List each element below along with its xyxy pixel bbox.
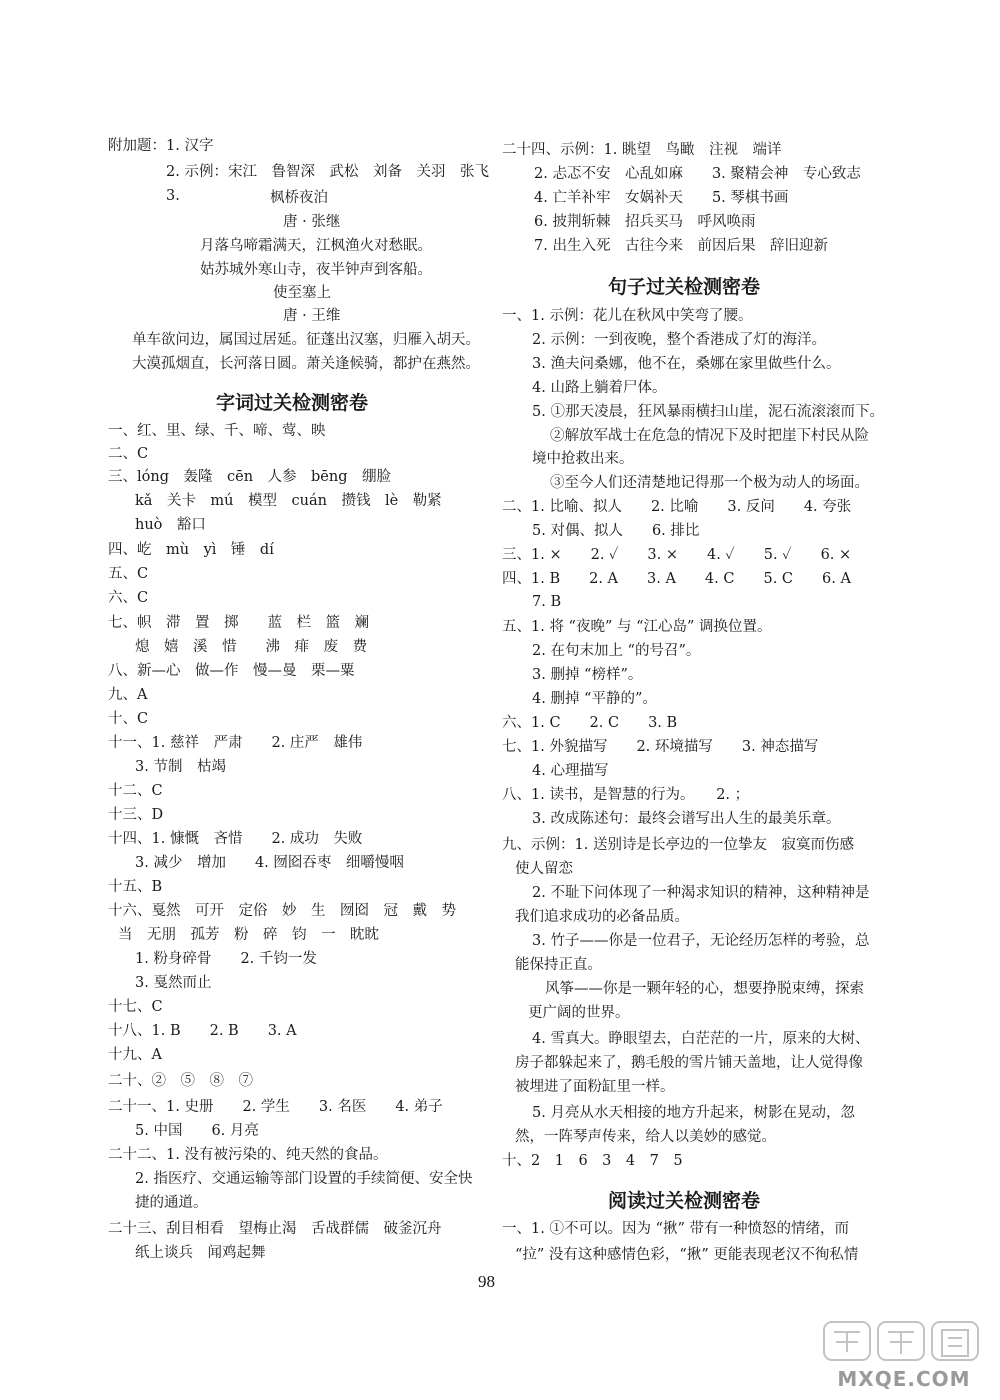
section-heading-reading: 阅读过关检测密卷 [608, 1190, 761, 1212]
answer-line: 二十二、1. 没有被污染的、纯天然的食品。 [108, 1147, 388, 1163]
answer-line: 十三、D [108, 807, 164, 823]
answer-line: kǎ 关卡 mú 模型 cuán 攒钱 lè 勒紧 [135, 493, 442, 509]
answer-line: 3. 竹子——你是一位君子，无论经历怎样的考验，总 [532, 933, 870, 949]
answer-line: 2. 指医疗、交通运输等部门设置的手续简便、安全快 [135, 1171, 473, 1187]
answer-line: 三、1. × 2. ✓ 3. × 4. ✓ 5. ✓ 6. × [502, 547, 852, 563]
answer-line: huò 豁口 [135, 517, 206, 533]
watermark-logo [820, 1318, 992, 1394]
answer-line: 2. 忐忑不安 心乱如麻 3. 聚精会神 专心致志 [534, 166, 861, 182]
answer-line: 能保持正直。 [515, 957, 602, 973]
answer-line: 二、1. 比喻、拟人 2. 比喻 3. 反问 4. 夸张 [502, 499, 852, 515]
answer-line: 房子都躲起来了，鹅毛般的雪片铺天盖地，让人觉得像 [515, 1055, 863, 1071]
answer-line: 4. 删掉 “平静的”。 [532, 691, 657, 707]
answer-line: 八、新—心 做—作 慢—曼 栗—粟 [108, 663, 355, 679]
answer-line: 二、C [108, 446, 149, 462]
answer-line: 一、1. 示例：花儿在秋风中笑弯了腰。 [502, 308, 753, 324]
answer-line: 九、A [108, 687, 148, 703]
answer-line: 六、1. C 2. C 3. B [502, 715, 678, 731]
answer-line: 5. 月亮从水天相接的地方升起来，树影在晃动，忽 [532, 1105, 855, 1121]
answer-line: 十、C [108, 711, 149, 727]
answer-line: 二十、② ⑤ ⑧ ⑦ [108, 1073, 253, 1089]
answer-line: 二十三、刮目相看 望梅止渴 舌战群儒 破釜沉舟 [108, 1221, 442, 1237]
answer-line: 六、C [108, 590, 149, 606]
answer-line: 4. 心理描写 [532, 763, 609, 779]
appendix-line: 2. 示例：宋江 鲁智深 武松 刘备 关羽 张飞 [166, 164, 489, 180]
answer-line: 7. B [532, 594, 562, 610]
answer-line: 5. 对偶、拟人 6. 排比 [532, 523, 700, 539]
watermark-icon [820, 1318, 992, 1394]
answer-line: 3. 减少 增加 4. 囫囵吞枣 细嚼慢咽 [135, 855, 404, 871]
answer-line: 3. 渔夫问桑娜，他不在，桑娜在家里做些什么。 [532, 356, 841, 372]
answer-line: 十八、1. B 2. B 3. A [108, 1023, 297, 1039]
answer-line: 2. 示例：一到夜晚，整个香港成了灯的海洋。 [532, 332, 826, 348]
answer-line: 九、示例：1. 送别诗是长亭边的一位挚友 寂寞而伤感 [502, 837, 854, 853]
answer-line: ②解放军战士在危急的情况下及时把崖下村民从险 [550, 428, 869, 444]
answer-line: 一、红、里、绿、千、啼、莺、映 [108, 423, 326, 439]
section-heading-sentences: 句子过关检测密卷 [608, 276, 761, 298]
answer-line: 二十四、示例：1. 眺望 鸟瞰 注视 端详 [502, 142, 782, 158]
answer-line: 纸上谈兵 闻鸡起舞 [135, 1245, 266, 1261]
answer-line: 十六、戛然 可开 定俗 妙 生 囫囵 冠 戴 势 [108, 903, 456, 919]
answer-line: 4. 山路上躺着尸体。 [532, 380, 667, 396]
answer-line: 当 无朋 孤芳 粉 碎 钧 一 眈眈 [118, 927, 379, 943]
poem-author: 唐 · 张继 [283, 214, 341, 230]
answer-line: 使人留恋 [515, 861, 573, 877]
answer-line: 十二、C [108, 783, 163, 799]
answer-line: 十一、1. 慈祥 严肃 2. 庄严 雄伟 [108, 735, 363, 751]
page-number: 98 [478, 1272, 495, 1291]
answer-line: 3. 删掉 “榜样”。 [532, 667, 643, 683]
answer-line: 然，一阵琴声传来，给人以美妙的感觉。 [515, 1129, 776, 1145]
watermark-text: MXQE.COM [837, 1367, 971, 1391]
answer-line: 3. 节制 枯竭 [135, 759, 226, 775]
answer-line: 捷的通道。 [135, 1195, 208, 1211]
poem-title: 使至塞上 [273, 285, 331, 301]
answer-line: 八、1. 读书，是智慧的行为。 2. ； [502, 787, 750, 803]
answer-line: 七、帜 滞 置 掷 蓝 栏 篮 斓 [108, 615, 369, 631]
answer-line: 6. 披荆斩棘 招兵买马 呼风唤雨 [534, 214, 756, 230]
answer-line: 1. 粉身碎骨 2. 千钧一发 [135, 951, 317, 967]
answer-line: 风筝——你是一颗年轻的心，想要挣脱束缚，探索 [545, 981, 864, 997]
answer-line: 5. 中国 6. 月亮 [135, 1123, 259, 1139]
poem-line: 姑苏城外寒山寺，夜半钟声到客船。 [200, 262, 432, 278]
appendix-line: 3. [166, 188, 180, 204]
answer-line: 十、2 1 6 3 4 7 5 [502, 1153, 683, 1169]
answer-line: 十五、B [108, 879, 163, 895]
answer-line: 7. 出生入死 古往今来 前因后果 辞旧迎新 [534, 238, 828, 254]
answer-line: 2. 在句末加上 “的号召”。 [532, 643, 701, 659]
answer-line: 五、C [108, 566, 149, 582]
answer-line: 5. ①那天凌晨，狂风暴雨横扫山崖，泥石流滚滚而下。 [532, 404, 884, 420]
answer-line: 十七、C [108, 999, 163, 1015]
answer-line: 五、1. 将 “夜晚” 与 “江心岛” 调换位置。 [502, 619, 772, 635]
appendix-line: 附加题：1. 汉字 [108, 138, 214, 154]
answer-line: 4. 雪真大。睁眼望去，白茫茫的一片，原来的大树、 [532, 1031, 870, 1047]
poem-line: 月落乌啼霜满天，江枫渔火对愁眠。 [200, 238, 432, 254]
section-heading-words: 字词过关检测密卷 [216, 392, 369, 414]
answer-line: 3. 改成陈述句：最终会谱写出人生的最美乐章。 [532, 811, 841, 827]
answer-line: “拉” 没有这种感情色彩，“揪” 更能表现老汉不徇私情 [515, 1247, 859, 1263]
answer-line: 七、1. 外貌描写 2. 环境描写 3. 神态描写 [502, 739, 819, 755]
poem-line: 大漠孤烟直，长河落日圆。萧关逢候骑，都护在燕然。 [132, 356, 480, 372]
answer-line: 4. 亡羊补牢 女娲补天 5. 琴棋书画 [534, 190, 789, 206]
answer-line: 一、1. ①不可以。因为 “揪” 带有一种愤怒的情绪，而 [502, 1221, 849, 1237]
answer-line: ③至今人们还清楚地记得那一个极为动人的场面。 [550, 475, 869, 491]
answer-line: 二十一、1. 史册 2. 学生 3. 名医 4. 弟子 [108, 1099, 443, 1115]
answer-line: 3. 戛然而止 [135, 975, 212, 991]
poem-line: 单车欲问边，属国过居延。征蓬出汉塞，归雁入胡天。 [132, 332, 480, 348]
answer-line: 四、1. B 2. A 3. A 4. C 5. C 6. A [502, 571, 851, 587]
answer-line: 更广阔的世界。 [528, 1005, 630, 1021]
answer-line: 三、lóng 轰隆 cēn 人参 bēng 绷脸 [108, 469, 392, 485]
answer-line: 被埋进了面粉缸里一样。 [515, 1079, 675, 1095]
answer-line: 十四、1. 慷慨 吝惜 2. 成功 失败 [108, 831, 363, 847]
answer-line: 我们追求成功的必备品质。 [515, 909, 689, 925]
answer-line: 2. 不耻下问体现了一种渴求知识的精神，这种精神是 [532, 885, 870, 901]
poem-title: 枫桥夜泊 [270, 190, 328, 206]
answer-line: 四、屹 mù yì 锤 dí [108, 542, 274, 558]
answer-line: 境中抢救出来。 [532, 451, 634, 467]
answer-line: 熄 嬉 溪 惜 沸 痱 废 费 [135, 639, 367, 655]
answer-line: 十九、A [108, 1047, 162, 1063]
poem-author: 唐 · 王维 [283, 308, 341, 324]
